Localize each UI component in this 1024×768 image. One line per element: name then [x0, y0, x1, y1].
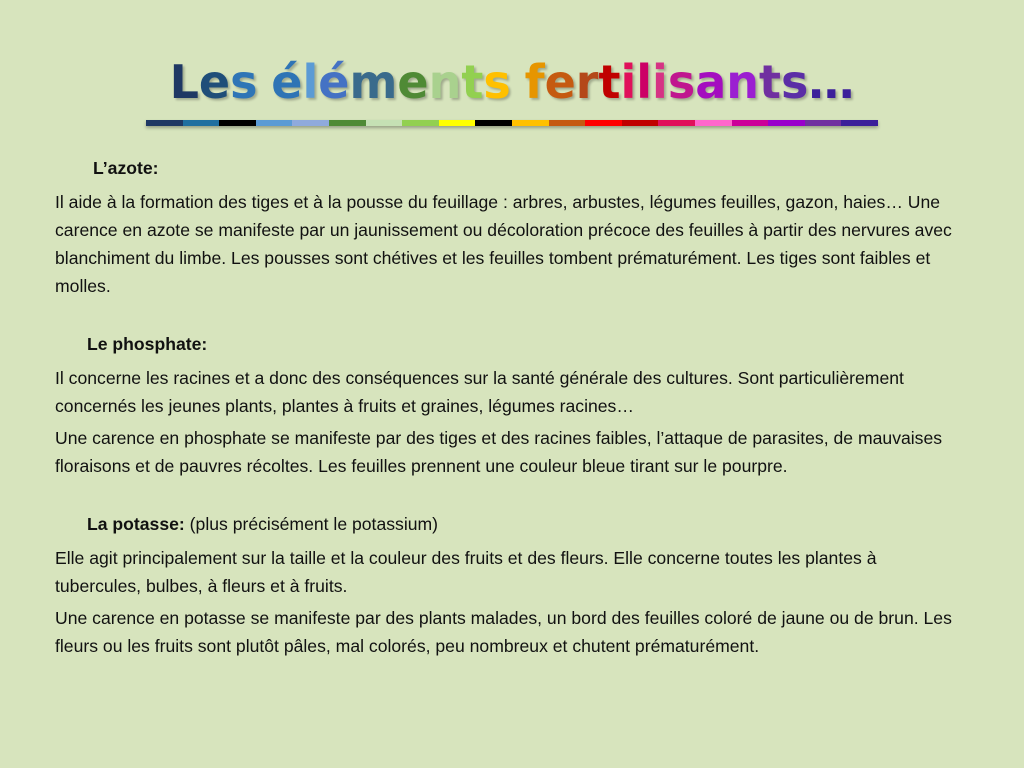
- paragraph-potasse-2: Une carence en potasse se manifeste par des plants malades, un bord des feuilles coloré de jaune ou de brun. Les fleurs ou les fruits sont plutôt pâles, mal colorés, peu nombreux et chutent prématurément.: [55, 608, 952, 656]
- slide-body: [55, 154, 965, 664]
- title-letter: i: [620, 55, 637, 109]
- underline-segment: [146, 120, 183, 126]
- title-letter: e: [544, 55, 576, 109]
- section-heading-phosphate: Le phosphate:: [87, 334, 208, 354]
- title-letter: i: [652, 55, 668, 109]
- paragraph-phosphate-2: Une carence en phosphate se manifeste par des tiges et des racines faibles, l’attaque de parasites, de mauvaises floraisons et de pauvres récoltes. Les feuilles prennent une couleur bleue tirant sur le pourpre.: [55, 428, 943, 476]
- section-heading-potasse: La potasse:: [87, 514, 185, 534]
- title-letter: e: [397, 55, 429, 109]
- underline-segment: [622, 120, 659, 126]
- title-letter: t: [461, 55, 484, 109]
- title-letter: s: [667, 55, 696, 109]
- underline-segment: [292, 120, 329, 126]
- title-letter: L: [169, 55, 199, 109]
- title-letter: s: [483, 55, 511, 109]
- paragraph-phosphate-1: Il concerne les racines et a donc des conséquences sur la santé générale des cultures. Sont particulièrement concernés les jeunes plants, plantes à fruits et graines, légumes racines…: [55, 368, 904, 416]
- section-heading-potasse-note: (plus précisément le potassium): [184, 514, 439, 534]
- underline-segment: [475, 120, 512, 126]
- title-letter: l: [302, 55, 319, 109]
- slide-title: [170, 52, 855, 112]
- title-letter: a: [695, 55, 727, 109]
- title-letter: n: [428, 55, 462, 109]
- underline-segment: [549, 120, 586, 126]
- title-letter: [258, 52, 272, 112]
- title-letter: t: [598, 55, 621, 109]
- underline-segment: [658, 120, 695, 126]
- slide-title-wrap: [0, 52, 1024, 112]
- title-letter: [511, 52, 525, 112]
- underline-segment: [805, 120, 842, 126]
- underline-segment: [256, 120, 293, 126]
- paragraph-azote-1: Il aide à la formation des tiges et à la pousse du feuillage : arbres, arbustes, légumes feuilles, gazon, haies… Une carence en azote se manifeste par un jaunissement ou décoloration précoce des feuilles à partir des nervures avec blanchiment du limbe. Les pousses sont chétives et les feuilles tombent prématurément. Les tiges sont faibles et molles.: [55, 192, 952, 296]
- underline-segment: [402, 120, 439, 126]
- underline-segment: [329, 120, 366, 126]
- title-letter: e: [198, 55, 231, 109]
- title-letter: f: [524, 55, 545, 109]
- underline-segment: [219, 120, 256, 126]
- title-letter: t: [759, 55, 781, 109]
- underline-segment: [841, 120, 878, 126]
- underline-segment: [768, 120, 805, 126]
- title-letter: é: [318, 55, 350, 109]
- title-letter: l: [636, 55, 653, 109]
- title-letter: r: [575, 55, 599, 109]
- underline-segment: [732, 120, 769, 126]
- underline-segment: [585, 120, 622, 126]
- underline-segment: [183, 120, 220, 126]
- title-letter: m: [349, 55, 398, 109]
- underline-segment: [695, 120, 732, 126]
- title-letter: é: [271, 55, 303, 109]
- title-letter: s: [230, 55, 258, 109]
- title-letter: s: [781, 55, 809, 109]
- section-heading-potasse-line: [55, 510, 965, 538]
- underline-segment: [366, 120, 403, 126]
- underline-segment: [512, 120, 549, 126]
- paragraph-potasse-1: Elle agit principalement sur la taille et la couleur des fruits et des fleurs. Elle concerne toutes les plantes à tubercules, bulbes, à fleurs et à fruits.: [55, 548, 877, 596]
- section-heading-azote: L’azote:: [93, 158, 159, 178]
- title-underline: [146, 120, 878, 126]
- title-letter: n: [726, 55, 759, 109]
- underline-segment: [439, 120, 476, 126]
- title-letter: …: [808, 55, 855, 109]
